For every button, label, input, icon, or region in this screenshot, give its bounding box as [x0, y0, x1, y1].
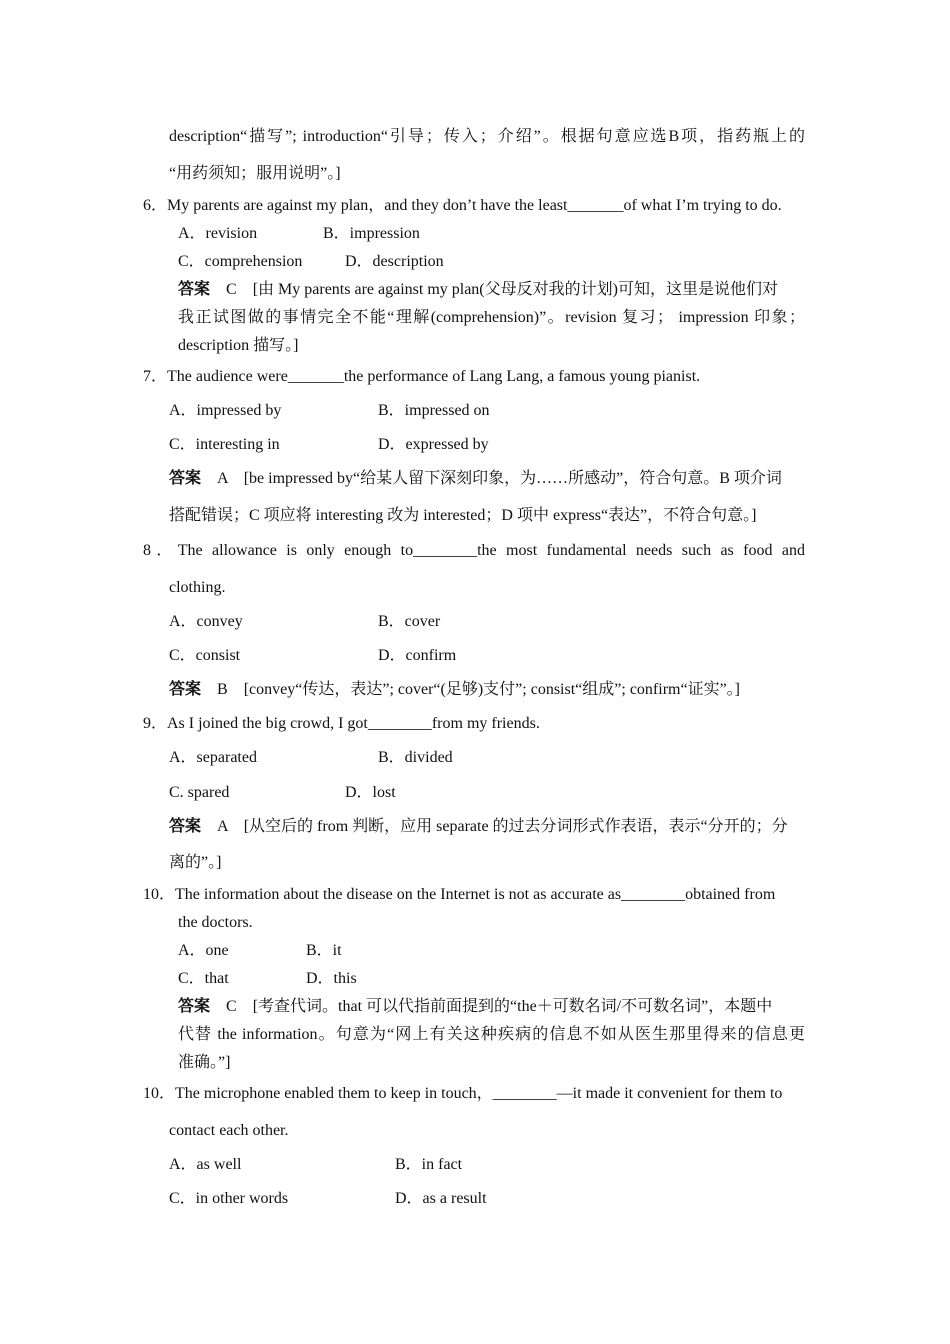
question-9-option-c: C. spared	[169, 784, 230, 801]
question-11-stem-line-1: 10．The microphone enabled them to keep in touch，________—it made it convenient for them to	[143, 1085, 783, 1102]
question-7-option-c: C．interesting in	[169, 436, 280, 453]
question-10-option-c: C．that	[178, 970, 229, 987]
question-8-option-b: B．cover	[378, 613, 441, 630]
question-10-option-b: B．it	[306, 942, 342, 959]
question-6-option-d: D．description	[345, 253, 444, 270]
question-9-stem: 9．As I joined the big crowd, I got________from my friends.	[143, 715, 540, 732]
question-6-option-b: B．impression	[323, 225, 420, 242]
question-11-option-c: C．in other words	[169, 1190, 289, 1207]
answer-text: B [convey“传达，表达”; cover“(足够)支付”; consist“组成”; confirm“证实”。]	[217, 681, 740, 698]
question-11-option-d: D．as a result	[395, 1190, 487, 1207]
question-10-stem-line-2: the doctors.	[178, 914, 253, 931]
question-8-option-a: A．convey	[169, 613, 243, 630]
previous-answer-line-2: “用药须知；服用说明”。]	[169, 165, 341, 182]
answer-text: C [考查代词。that 可以代指前面提到的“the＋可数名词/不可数名词”，本题中	[226, 998, 773, 1015]
question-10-answer-line-1	[178, 997, 805, 1017]
question-8-stem-line-1: 8．The allowance is only enough to________the most fundamental needs such as food and	[143, 542, 805, 559]
question-9-answer-line-2: 离的”。]	[169, 854, 222, 871]
question-6-option-a: A．revision	[178, 225, 258, 242]
question-9-option-a: A．separated	[169, 749, 257, 766]
question-7-answer-line-1	[169, 469, 782, 489]
question-7-option-a: A．impressed by	[169, 402, 282, 419]
question-8-answer-line-1	[169, 680, 740, 700]
question-8-option-c: C．consist	[169, 647, 241, 664]
answer-label: 答案	[178, 281, 211, 298]
question-9-option-b: B．divided	[378, 749, 453, 766]
previous-answer-line-1: description“描写”; introduction“引导；传入；介绍”。根据句意应选B项，指药瓶上的	[169, 128, 805, 145]
answer-label: 答案	[178, 998, 211, 1015]
answer-label: 答案	[169, 818, 202, 835]
answer-label: 答案	[169, 470, 202, 487]
question-11-option-b: B．in fact	[395, 1156, 463, 1173]
question-10-stem-line-1: 10．The information about the disease on the Internet is not as accurate as________obtained from	[143, 886, 776, 903]
question-7-stem: 7．The audience were_______the performance of Lang Lang, a famous young pianist.	[143, 368, 701, 385]
question-7-answer-line-2: 搭配错误；C 项应将 interesting 改为 interested；D 项中 express“表达”，不符合句意。]	[169, 507, 757, 524]
question-9-answer-line-1	[169, 817, 805, 837]
question-10-answer-line-2: 代替 the information。句意为“网上有关这种疾病的信息不如从医生那里得来的信息更	[178, 1026, 805, 1043]
question-8-option-d: D．confirm	[378, 647, 457, 664]
question-10-answer-line-3: 准确。”]	[178, 1054, 231, 1071]
question-7-option-b: B．impressed on	[378, 402, 490, 419]
answer-text: A [be impressed by“给某人留下深刻印象，为……所感动”，符合句意。B 项介词	[217, 470, 782, 487]
answer-text: C [由 My parents are against my plan(父母反对我的计划)可知，这里是说他们对	[226, 281, 778, 298]
question-6-answer-line-2: 我正试图做的事情完全不能“理解(comprehension)”。revision 复习； impression 印象；	[178, 309, 805, 326]
question-8-stem-line-2: clothing.	[169, 579, 226, 596]
question-11-stem-line-2: contact each other.	[169, 1122, 289, 1139]
answer-label: 答案	[169, 681, 202, 698]
question-7-option-d: D．expressed by	[378, 436, 489, 453]
question-6-option-c: C．comprehension	[178, 253, 303, 270]
question-6-answer-line-3: description 描写。]	[178, 337, 299, 354]
question-10-option-a: A．one	[178, 942, 229, 959]
question-6-stem: 6．My parents are against my plan，and they don’t have the least_______of what I’m trying to do.	[143, 197, 782, 214]
question-10-option-d: D．this	[306, 970, 357, 987]
question-9-option-d: D．lost	[345, 784, 396, 801]
answer-text: A [从空后的 from 判断，应用 separate 的过去分词形式作表语，表示“分开的；分	[217, 818, 788, 835]
question-6-answer-line-1	[178, 280, 805, 300]
question-11-option-a: A．as well	[169, 1156, 242, 1173]
